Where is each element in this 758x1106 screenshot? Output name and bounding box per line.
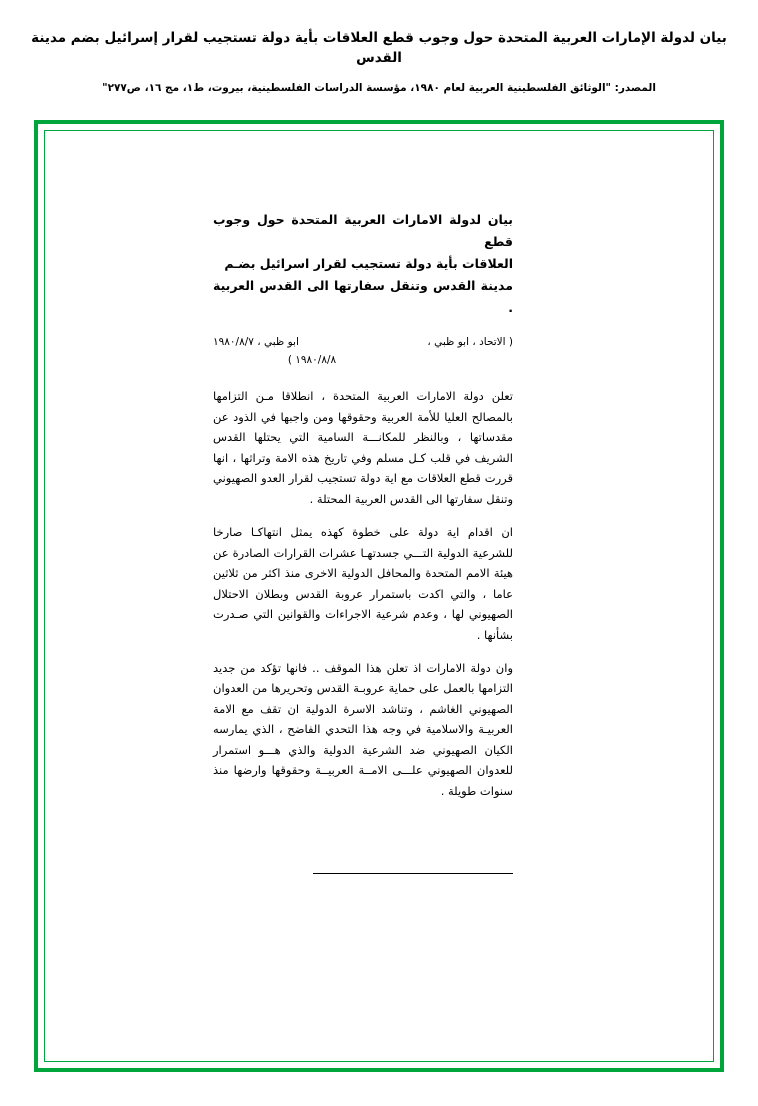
document-title bbox=[213, 209, 513, 318]
dateline-reference-date: ١٩٨٠/٨/٨ ) bbox=[287, 354, 337, 367]
document-title-line-2: العلاقات بأية دولة تستجيب لقرار اسرائيل بضـم bbox=[224, 255, 513, 271]
dateline-row-2 bbox=[213, 352, 513, 370]
document-body bbox=[213, 209, 513, 814]
dateline-reference: ( الاتحاد ، ابو ظبي ، bbox=[427, 336, 513, 349]
dateline bbox=[213, 334, 513, 368]
document-inner-border bbox=[44, 130, 714, 1062]
document-title-line-1: بيان لدولة الامارات العربية المتحدة حول وجوب قطع bbox=[213, 212, 513, 249]
document-paragraph: تعلن دولة الامارات العربية المتحدة ، انطلاقا مـن التزامها بالمصالح العليا للأمة العربية وحقوقها ومن واجبها في الذود عن مقدساتها ، وبالنظر للمكانـــة السامية التي يحتلها القدس الشريف في قلب كـل مسلم وفي تاريخ هذه الامة وتراثها ، انها قررت قطع العلاقات مع اية دولة تستجيب لقرار العدو الصهيوني وتنقل سفارتها الى القدس العربية المحتلة . bbox=[213, 389, 513, 506]
page-header bbox=[0, 28, 758, 96]
dateline-place-date: ابو ظبي ، ١٩٨٠/٨/٧ bbox=[213, 336, 299, 349]
document-title-line-3: مدينة القدس وتنقل سفارتها الى القدس العربية . bbox=[213, 277, 513, 315]
document-paragraph: ان اقدام اية دولة على خطوة كهذه يمثل انتهاكـا صارخا للشرعية الدولية التـــي جسدتهـا عشرات القرارات الصادرة عن هيئة الامم المتحدة والمحافل الدولية الاخرى منذ اكثر من ثلاثين عاما ، والتي اكدت باستمرار عروبة القدس وبطلان الاحتلال الصهيوني لها ، وعدم شرعية الاجراءات والقوانين التي صـدرت بشأنها . bbox=[213, 525, 513, 642]
horizontal-rule bbox=[313, 873, 513, 874]
document-paragraph: وان دولة الامارات اذ تعلن هذا الموقف .. فانها تؤكد من جديد التزامها بالعمل على حماية عروبـة القدس وتحريرها من العدوان الصهيوني الغاشم ، وتناشد الاسرة الدولية ان تقف مع الامة العربيـة والاسلامية في وجه هذا التحدي الفاضح ، الذي يمارسه الكيان الصهيوني ضد الشرعية الدولية والذي هـــو استمرار للعدوان الصهيوني علـــى الامــة العربيــة وحقوقها وارضها منذ سنوات طويلة . bbox=[213, 661, 513, 798]
page-title: بيان لدولة الإمارات العربية المتحدة حول وجوب قطع العلاقات بأية دولة تستجيب لقرار إسرائيل بضم مدينة القدس bbox=[31, 30, 727, 67]
dateline-row-1 bbox=[213, 334, 513, 352]
source-citation: المصدر: "الوثائق الفلسطينية العربية لعام ١٩٨٠، مؤسسة الدراسات الفلسطينية، بيروت، ط١، مج ١٦، ص٢٧٧" bbox=[102, 81, 656, 94]
document-frame bbox=[34, 120, 724, 1072]
page bbox=[0, 28, 758, 1106]
